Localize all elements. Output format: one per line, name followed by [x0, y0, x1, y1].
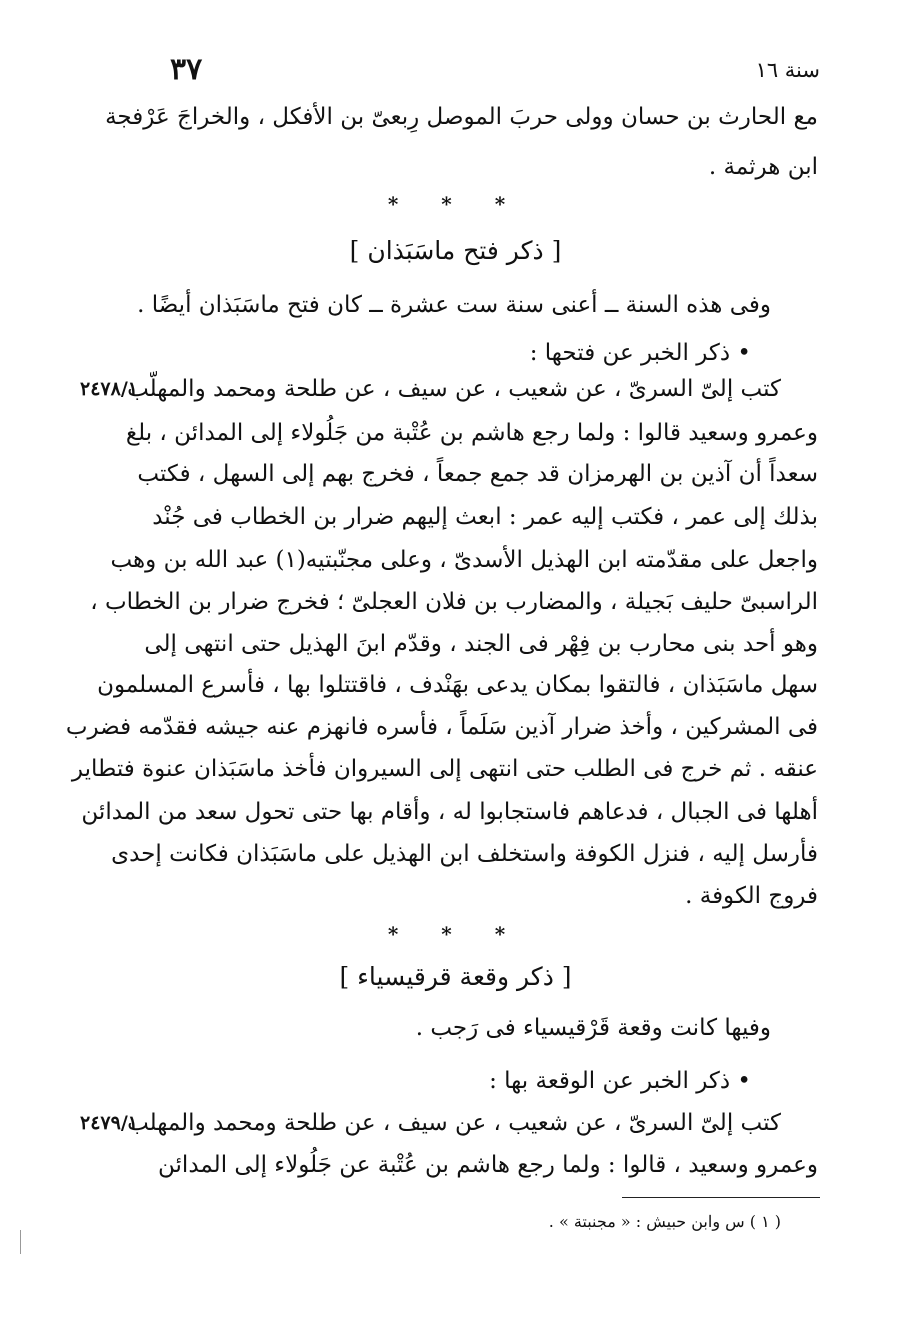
text-line: كتب إلىّ السرىّ ، عن شعيب ، عن سيف ، عن طلحة ومحمد والمهلب	[127, 1110, 781, 1136]
running-head: سنة ١٦	[755, 58, 820, 82]
section-separator: * * *	[387, 192, 524, 216]
text-line: بذلك إلى عمر ، فكتب إليه عمر : ابعث إليهم ضرار بن الخطاب فى جُنْد	[152, 504, 818, 530]
text-line: مع الحارث بن حسان وولى حربَ الموصل رِبعىّ بن الأفكل ، والخراجَ عَرْفجة	[105, 104, 818, 130]
text-line: ابن هرثمة .	[708, 154, 818, 180]
section-intro: وفى هذه السنة ــ أعنى سنة ست عشرة ــ كان فتح ماسَبَذان أيضًا .	[137, 292, 771, 318]
section-heading: [ ذكر وقعة قرقيسياء ]	[339, 962, 572, 991]
page-edge-mark	[20, 1230, 21, 1254]
text-line: فى المشركين ، وأخذ ضرار آذين سَلَماً ، فأسره فانهزم عنه جيشه فقدّمه فضرب	[65, 714, 818, 740]
text-line: وعمرو وسعيد ، قالوا : ولما رجع هاشم بن عُتْبة عن جَلُولاء إلى المدائن	[158, 1152, 818, 1178]
report-label: • ذكر الخبر عن فتحها :	[529, 340, 751, 366]
text-line: عنقه . ثم خرج فى الطلب حتى انتهى إلى السيروان فأخذ ماسَبَذان عنوة فتطاير	[71, 756, 818, 782]
footnote-rule	[622, 1197, 820, 1198]
text-line: أهلها فى الجبال ، فدعاهم فاستجابوا له ، وأقام بها حتى تحول سعد من المدائن	[81, 799, 818, 825]
text-line: وهو أحد بنى محارب بن فِهْر فى الجند ، وقدّم ابنَ الهذيل حتى انتهى إلى	[144, 631, 818, 657]
text-line: فأرسل إليه ، فنزل الكوفة واستخلف ابن الهذيل على ماسَبَذان فكانت إحدى	[111, 841, 818, 867]
margin-reference: ٢٤٧٩/١	[80, 1112, 138, 1134]
text-line: الراسبىّ حليف بَجيلة ، والمضارب بن فلان العجلىّ ؛ فخرج ضرار بن الخطاب ،	[90, 589, 818, 615]
text-line: فروج الكوفة .	[685, 883, 818, 909]
text-line: واجعل على مقدّمته ابن الهذيل الأسدىّ ، وعلى مجنّبتيه(١) عبد الله بن وهب	[110, 547, 818, 573]
text-line: كتب إلىّ السرىّ ، عن شعيب ، عن سيف ، عن طلحة ومحمد والمهلّب	[127, 376, 781, 402]
text-line: وعمرو وسعيد قالوا : ولما رجع هاشم بن عُتْبة من جَلُولاء إلى المدائن ، بلغ	[125, 420, 818, 446]
text-line: سعداً أن آذين بن الهرمزان قد جمع جمعاً ، فخرج بهم إلى السهل ، فكتب	[137, 461, 818, 487]
section-intro: وفيها كانت وقعة قَرْقيسياء فى رَجب .	[415, 1015, 771, 1041]
page-number: ٣٧	[170, 52, 203, 87]
margin-reference: ٢٤٧٨/١	[80, 378, 138, 400]
text-line: سهل ماسَبَذان ، فالتقوا بمكان يدعى بهَنْدف ، فاقتتلوا بها ، فأسرع المسلمون	[97, 672, 818, 698]
section-heading: [ ذكر فتح ماسَبَذان ]	[349, 236, 562, 265]
section-separator: * * *	[387, 922, 524, 946]
footnote: ( ١ ) س وابن حبيش : « مجنبتة » .	[548, 1212, 781, 1231]
report-label: • ذكر الخبر عن الوقعة بها :	[489, 1068, 751, 1094]
